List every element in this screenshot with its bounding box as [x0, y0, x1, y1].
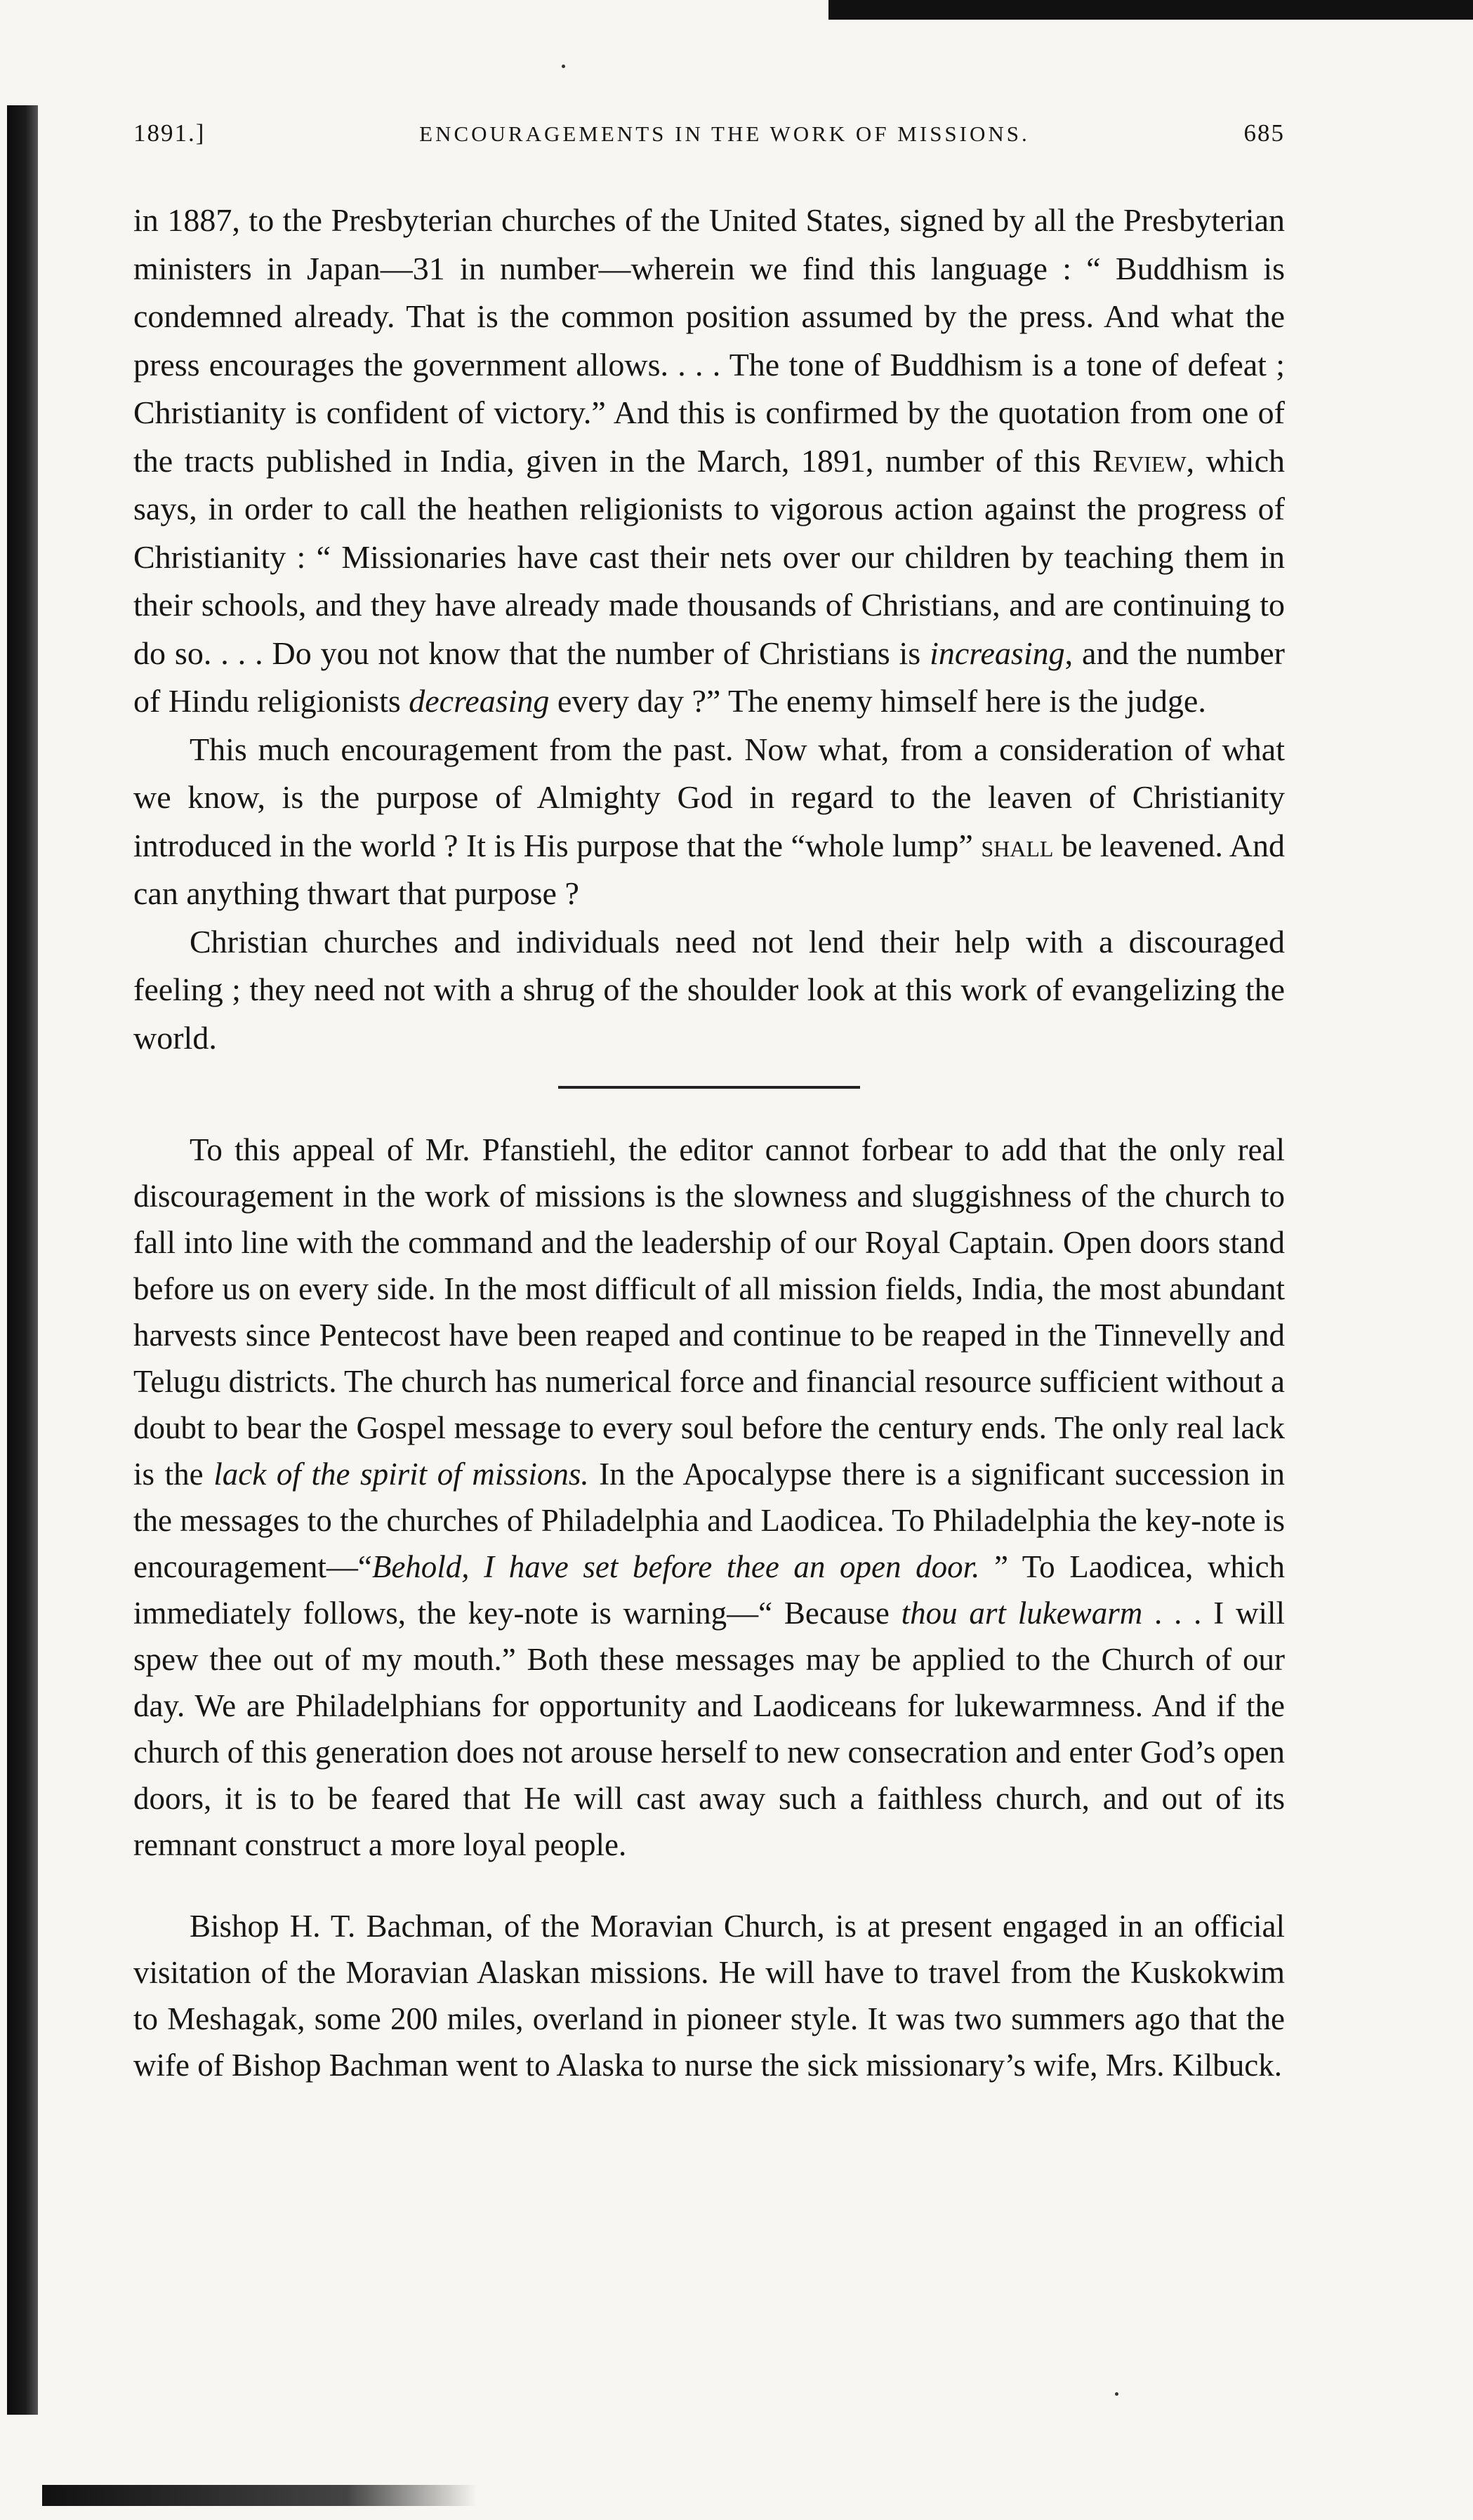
- scan-edge-bottom: [42, 2485, 477, 2506]
- spacer: [133, 1868, 1285, 1903]
- running-head: [133, 119, 1285, 147]
- text-run: ” To Laodicea, which immediately follows, the key-note is warning—“ Because: [133, 1549, 1285, 1631]
- text-run: be leavened. And can anything thwart that purpose ?: [133, 827, 1286, 911]
- italic-increasing: increasing: [930, 635, 1065, 671]
- page-number: 685: [1243, 119, 1285, 147]
- speck: [1115, 2392, 1118, 2396]
- page-body: [133, 119, 1285, 2088]
- paragraph-christian-churches: Christian churches and individuals need not lend their help with a discouraged feeling ; they need not with a shrug of the shoulder look at this work of evangelizing the world.: [133, 923, 1285, 1056]
- italic-lukewarm: thou art lukewarm: [901, 1596, 1143, 1631]
- shall-small-caps: shall: [981, 827, 1054, 863]
- italic-open-door: Behold, I have set before thee an open door.: [371, 1549, 980, 1584]
- header-title: ENCOURAGEMENTS IN THE WORK OF MISSIONS.: [419, 121, 1030, 146]
- section-divider: [558, 1086, 860, 1089]
- text-run: In the Apocalypse there is a significant succession in the messages to the churches of Philadelphia and Laodicea. To Philadelphia the key-note is encouragement—“: [133, 1457, 1285, 1584]
- scan-edge-left: [7, 105, 38, 2415]
- paragraph-japan-india: [133, 197, 1285, 726]
- text-run: , which says, in order to call the heathen religionists to vigorous action against the progress of Christianity : “ Missionaries have cast their nets over our children by teaching them in their schools, and they have already made thousands of Christians, and are continuing to do so. . . . Do you not know that the number of Christians is: [133, 442, 1286, 671]
- paragraph-encouragement: [133, 726, 1285, 918]
- paragraph-editor-note: [133, 1127, 1285, 1868]
- text-run: . . . I will spew thee out of my mouth.” Both these messages may be applied to the Church of our day. We are Philadelphians for opportunity and Laodiceans for lukewarmness. And if the church of this generation does not arouse herself to new consecration and enter God’s open doors, it is to be feared that He will cast away such a faithless church, and out of its remnant construct a more loyal people.: [133, 1596, 1285, 1862]
- text-run: every day ?” The enemy himself here is the judge.: [549, 683, 1206, 719]
- speck: [562, 65, 565, 68]
- review-small-caps: Review: [1092, 442, 1187, 479]
- text-run: , and the number of Hindu religionists: [133, 635, 1285, 719]
- header-year: 1891.]: [133, 119, 206, 147]
- text-run: This much encouragement from the past. Now what, from a consideration of what we know, is the purpose of Almighty God in regard to the leaven of Christianity introduced in the world ? It is His purpose that the “whole lump”: [133, 731, 1285, 863]
- italic-lack-of-spirit: lack of the spirit of missions.: [213, 1457, 589, 1492]
- scan-edge-top: [828, 0, 1473, 20]
- text-run: To this appeal of Mr. Pfanstiehl, the editor cannot forbear to add that the only real discouragement in the work of missions is the slowness and sluggishness of the church to fall into line with the command and the leadership of our Royal Captain. Open doors stand before us on every side. In the most difficult of all mission fields, India, the most abundant harvests since Pentecost have been reaped and continue to be reaped in the Tinnevelly and Telugu districts. The church has numerical force and financial resource sufficient without a doubt to bear the Gospel message to every soul before the century ends. The only real lack is the: [133, 1132, 1285, 1492]
- paragraph-bishop-bachman: Bishop H. T. Bachman, of the Moravian Church, is at present engaged in an official visitation of the Moravian Alaskan missions. He will have to travel from the Kuskokwim to Meshagak, some 200 miles, overland in pioneer style. It was two summers ago that the wife of Bishop Bachman went to Alaska to nurse the sick missionary’s wife, Mrs. Kilbuck.: [133, 1909, 1285, 2083]
- text-run: in 1887, to the Presbyterian churches of the United States, signed by all the Presbyterian ministers in Japan—31 in number—wherein we find this language : “ Buddhism is condemned already. That is the common position assumed by the press. And what the press encourages the government allows. . . . The tone of Buddhism is a tone of defeat ; Christianity is confident of victory.” And this is confirmed by the quotation from one of the tracts published in India, given in the March, 1891, number of this: [133, 202, 1285, 479]
- italic-decreasing: decreasing: [409, 683, 550, 719]
